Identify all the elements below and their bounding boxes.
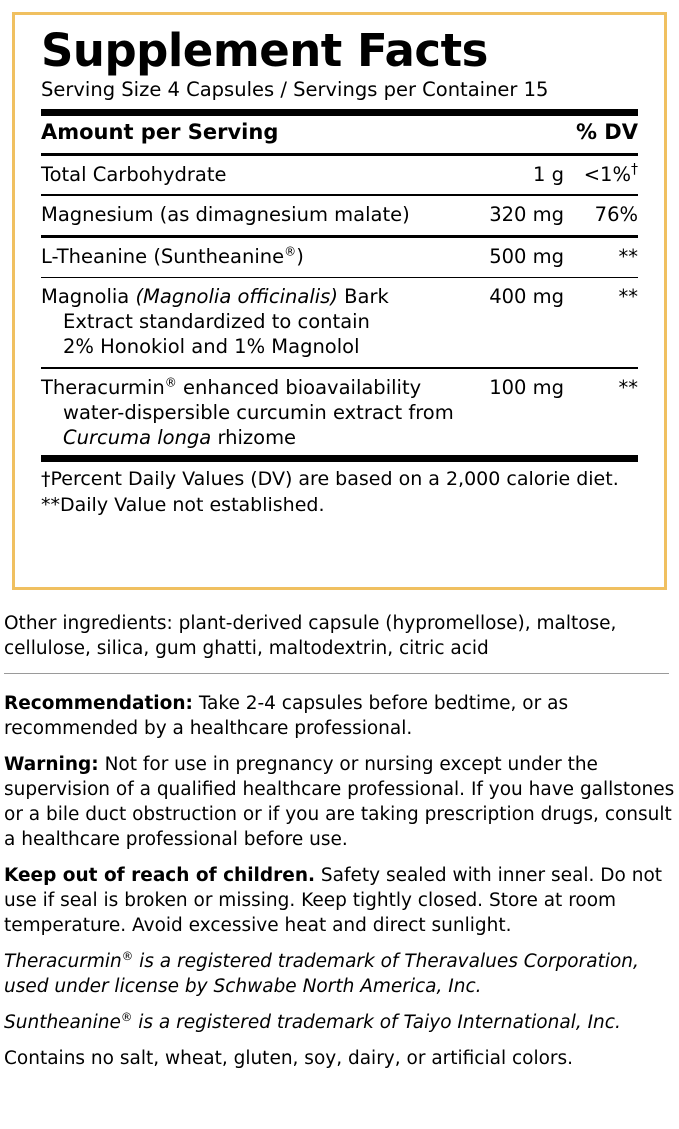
nutrient-amount: 400 mg [489, 285, 564, 309]
rule-bottom-thick [41, 455, 638, 462]
nutrient-dv: ** [618, 244, 638, 268]
supplement-facts-content [41, 24, 638, 520]
amount-column-spacer [472, 116, 564, 150]
trademark-suntheanine-text: is a registered trademark of Taiyo International, Inc. [132, 1012, 621, 1034]
nutrient-subline-tail: rhizome [211, 425, 297, 449]
nutrient-amount: 320 mg [489, 202, 564, 226]
recommendation-text: Take 2-4 capsules before bedtime, or as recommended by a healthcare professional. [4, 693, 569, 740]
dagger-marker: † [630, 161, 638, 177]
nutrient-name-text: Magnolia [41, 285, 136, 309]
nutrient-name-tail: Bark [337, 285, 389, 309]
registered-mark-icon: ® [121, 949, 134, 963]
nutrient-dv-value: <1% [583, 162, 631, 186]
registered-mark-icon: ® [120, 1009, 133, 1024]
amount-per-serving-header: Amount per Serving [41, 119, 279, 144]
nutrient-subline-latin: Curcuma longa [63, 425, 212, 449]
rule-under-header [41, 150, 638, 160]
table-row [41, 200, 638, 232]
table-row [41, 373, 638, 455]
footnote-daily-value: †Percent Daily Values (DV) are based on a 2,000 calorie diet. [41, 467, 619, 490]
nutrient-dv: ** [618, 285, 638, 309]
row-divider [41, 364, 638, 373]
keep-out-text: Safety sealed with inner seal. Do not use if seal is broken or missing. Keep tightly closed. Store at room temperature. Avoid excessive heat and direct sunlight. [4, 865, 663, 937]
label-body-text [4, 612, 675, 1083]
table-row [41, 160, 638, 192]
table-row [41, 282, 638, 364]
section-divider [4, 673, 669, 675]
footnotes [41, 462, 638, 520]
keep-out-label: Keep out of reach of children. [4, 865, 316, 887]
other-ingredients: Other ingredients: plant-derived capsule (hypromellose), maltose, cellulose, silica, gum ghatti, maltodextrin, citric acid [4, 613, 617, 659]
trademark-theracurmin-text: is a registered trademark of Theravalues Corporation, used under license by Schwabe North America, Inc. [4, 951, 639, 998]
recommendation-paragraph [4, 692, 675, 742]
row-divider [41, 191, 638, 200]
nutrient-name-text: Theracurmin [41, 375, 165, 399]
nutrient-name-tail: ) [296, 244, 304, 268]
nutrient-dv: ** [618, 375, 638, 399]
table-row [41, 242, 638, 274]
nutrient-name-latin: (Magnolia officinalis) [135, 285, 338, 309]
trademark-theracurmin-name: Theracurmin [4, 951, 122, 973]
nutrient-name [41, 282, 472, 364]
warning-text: Not for use in pregnancy or nursing except under the supervision of a qualified healthcare professional. If you have gallstones or a bile duct obstruction or if you are taking prescription drugs, consult a healthcare professional before use. [4, 754, 675, 851]
nutrient-dv [564, 160, 638, 192]
serving-size-line: Serving Size 4 Capsules / Servings per Container 15 [41, 78, 549, 102]
nutrient-subline [41, 426, 472, 451]
nutrient-name-tail: enhanced bioavailability [176, 375, 422, 399]
nutrient-subline: 2% Honokiol and 1% Magnolol [63, 335, 360, 359]
keep-out-of-reach-paragraph [4, 864, 675, 939]
nutrient-name [41, 242, 472, 274]
trademark-suntheanine-name: Suntheanine [4, 1012, 121, 1034]
nutrient-subline: Extract standardized to contain [63, 310, 370, 334]
registered-mark-icon: ® [164, 375, 177, 390]
nutrient-subline: water-dispersible curcumin extract from [63, 400, 454, 424]
nutrient-name-text: L-Theanine (Suntheanine [41, 244, 285, 268]
footnote-no-dv: **Daily Value not established. [41, 494, 325, 517]
row-divider [41, 232, 638, 242]
supplement-facts-panel [12, 12, 667, 590]
nutrient-dv: 76% [594, 202, 638, 226]
nutrient-name: Magnesium (as dimagnesium malate) [41, 202, 410, 226]
table-header-row [41, 116, 638, 150]
dv-header: % DV [575, 119, 638, 144]
warning-paragraph [4, 753, 675, 853]
trademark-theracurmin [4, 950, 675, 1000]
page-title: Supplement Facts [41, 24, 488, 77]
nutrition-table [41, 116, 638, 455]
nutrient-name: Total Carbohydrate [41, 162, 227, 186]
nutrient-amount: 500 mg [489, 244, 564, 268]
row-divider [41, 274, 638, 283]
nutrient-amount: 1 g [533, 162, 564, 186]
nutrient-amount: 100 mg [489, 375, 564, 399]
warning-label: Warning: [4, 754, 99, 776]
allergen-statement: Contains no salt, wheat, gluten, soy, dairy, or artificial colors. [4, 1048, 574, 1070]
rule-top-thick [41, 109, 638, 116]
registered-mark-icon: ® [284, 244, 297, 259]
nutrient-name [41, 373, 472, 455]
recommendation-label: Recommendation: [4, 693, 193, 715]
trademark-suntheanine [4, 1011, 675, 1036]
